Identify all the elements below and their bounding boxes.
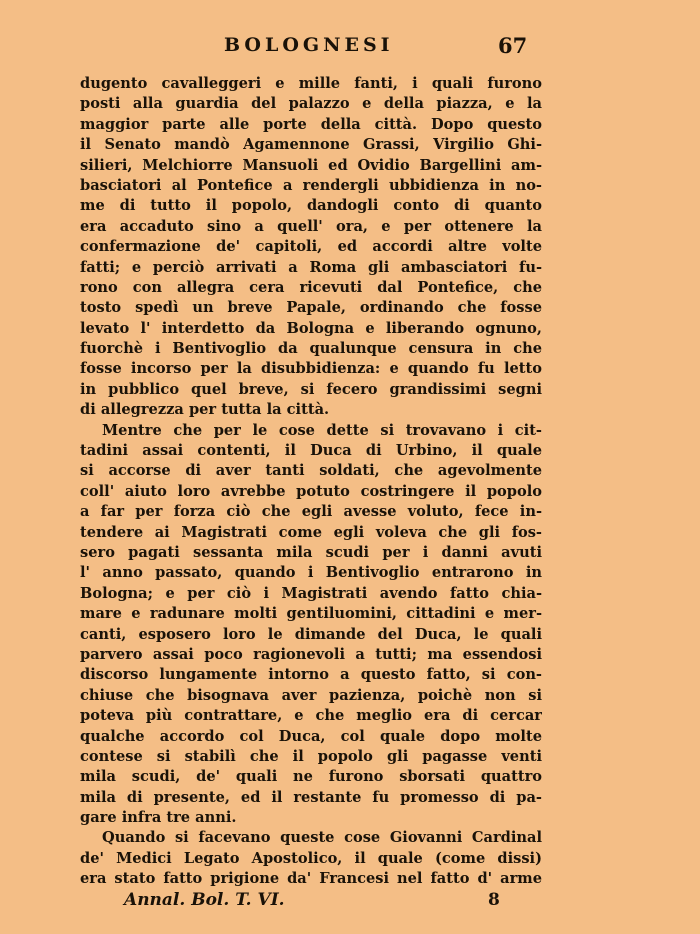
text-line: Quando si facevano queste cose Giovanni Cardinal — [102, 829, 542, 847]
text-line: de' Medici Legato Apostolico, il quale (come dissi) — [80, 849, 542, 867]
text-line: fuorchè i Bentivoglio da qualunque censura in che — [80, 340, 542, 358]
text-line: discorso lungamente intorno a questo fatto, si con- — [80, 666, 542, 684]
text-line: qualche accordo col Duca, col quale dopo molte — [80, 727, 542, 745]
page-footer — [0, 890, 700, 916]
text-line: mila scudi, de' quali ne furono sborsati quattro — [80, 768, 542, 786]
text-line: tadini assai contenti, il Duca di Urbino, il quale — [80, 442, 542, 460]
text-line: si accorse di aver tanti soldati, che agevolmente — [80, 462, 542, 480]
text-line: fosse incorso per la disubbidienza: e quando fu letto — [80, 360, 542, 378]
running-head: BOLOGNESI — [224, 34, 394, 56]
text-line: levato l' interdetto da Bologna e liberando ognuno, — [80, 319, 542, 337]
text-line: di allegrezza per tutta la città. — [80, 401, 330, 419]
text-line: chiuse che bisognava aver pazienza, poichè non si — [80, 686, 542, 704]
text-line: Bologna; e per ciò i Magistrati avendo fatto chia- — [80, 584, 542, 602]
text-line: poteva più contrattare, e che meglio era di cercar — [80, 707, 542, 725]
page-number: 67 — [498, 33, 528, 58]
text-line: silieri, Melchiorre Mansuoli ed Ovidio Bargellini am- — [80, 156, 542, 174]
text-line: era stato fatto prigione da' Francesi nel fatto d' arme — [80, 870, 542, 888]
body-text — [80, 74, 542, 890]
text-line: era accaduto sino a quell' ora, e per ottenere la — [80, 217, 542, 235]
text-line: Mentre che per le cose dette si trovavano i cit- — [102, 421, 542, 439]
text-line: mare e radunare molti gentiluomini, cittadini e mer- — [80, 605, 542, 623]
text-line: canti, esposero loro le dimande del Duca, le quali — [80, 625, 542, 643]
text-line: gare infra tre anni. — [80, 809, 237, 827]
text-line: posti alla guardia del palazzo e della piazza, e la — [80, 95, 542, 113]
text-line: contese si stabilì che il popolo gli pagasse venti — [80, 747, 542, 765]
text-line: l' anno passato, quando i Bentivoglio entrarono in — [80, 564, 542, 582]
text-line: confermazione de' capitoli, ed accordi altre volte — [80, 238, 542, 256]
text-line: a far per forza ciò che egli avesse voluto, fece in- — [80, 503, 542, 521]
text-line: basciatori al Pontefice a rendergli ubbidienza in no- — [80, 176, 542, 194]
page-header — [0, 34, 700, 62]
signature-mark: Annal. Bol. T. VI. — [124, 890, 285, 910]
signature-number: 8 — [488, 890, 500, 910]
text-line: tosto spedì un breve Papale, ordinando che fosse — [80, 299, 542, 317]
text-line: dugento cavalleggeri e mille fanti, i quali furono — [80, 75, 542, 92]
text-line: sero pagati sessanta mila scudi per i danni avuti — [80, 543, 542, 561]
text-line: coll' aiuto loro avrebbe potuto costringere il popolo — [80, 482, 542, 500]
text-line: parvero assai poco ragionevoli a tutti; ma essendosi — [80, 645, 542, 663]
text-line: mila di presente, ed il restante fu promesso di pa- — [80, 788, 542, 806]
text-line: maggior parte alle porte della città. Dopo questo — [80, 115, 542, 133]
text-line: il Senato mandò Agamennone Grassi, Virgilio Ghi- — [80, 136, 542, 154]
text-line: me di tutto il popolo, dandogli conto di quanto — [80, 197, 542, 215]
text-line: fatti; e perciò arrivati a Roma gli ambasciatori fu- — [80, 258, 542, 276]
text-line: in pubblico quel breve, si fecero grandissimi segni — [80, 380, 542, 398]
text-line: rono con allegra cera ricevuti dal Pontefice, che — [80, 278, 542, 296]
text-line: tendere ai Magistrati come egli voleva che gli fos- — [80, 523, 542, 541]
